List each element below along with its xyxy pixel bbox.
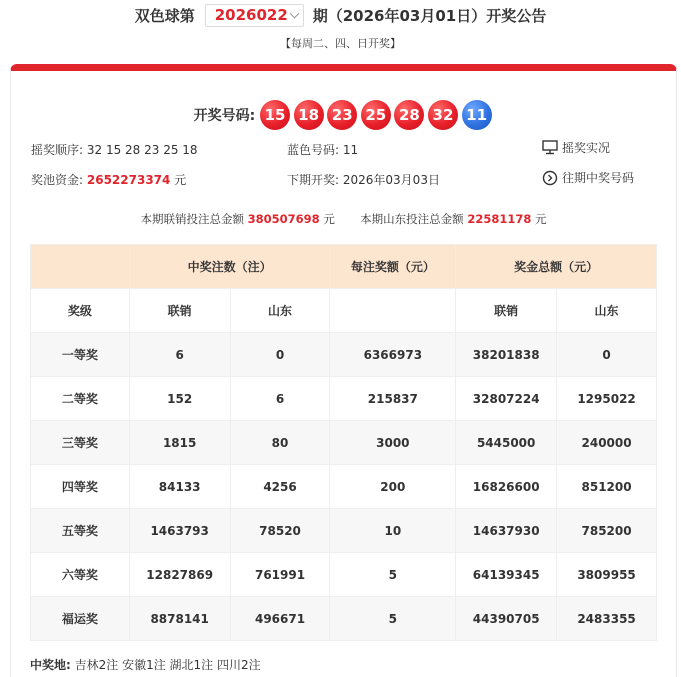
joint-total: 16826600 — [456, 465, 557, 509]
shandong-header: 山东 — [230, 289, 330, 333]
joint-count: 152 — [129, 377, 230, 421]
shandong-total: 851200 — [557, 465, 657, 509]
prize-pool — [31, 171, 186, 188]
results-panel — [10, 64, 677, 677]
per-bet-amount: 6366973 — [330, 333, 456, 377]
prize-level: 六等奖 — [31, 553, 130, 597]
joint-total: 5445000 — [456, 421, 557, 465]
issue-select[interactable] — [205, 4, 304, 27]
red-ball: 15 — [260, 100, 290, 130]
info-row-1 — [31, 141, 661, 159]
shandong-total: 0 — [557, 333, 657, 377]
table-row — [31, 597, 657, 641]
count-header: 中奖注数（注） — [129, 245, 330, 289]
live-draw-label: 摇奖实况 — [562, 141, 611, 155]
winning-numbers-label: 开奖号码: — [193, 108, 256, 124]
history-label: 往期中奖号码 — [562, 171, 635, 185]
prize-level: 福运奖 — [31, 597, 130, 641]
draw-order — [31, 141, 198, 158]
draw-order-value: 32 15 28 23 25 18 — [86, 143, 198, 157]
joint-count: 1463793 — [129, 509, 230, 553]
title-suffix: 期（2026年03月01日）开奖公告 — [312, 6, 547, 25]
blue-number-label: 蓝色号码: — [287, 143, 340, 157]
issue-value: 2026022 — [214, 6, 288, 24]
shandong-count: 496671 — [230, 597, 330, 641]
shandong-total: 3809955 — [557, 553, 657, 597]
shandong-total-value: 22581178 — [467, 212, 532, 226]
national-total-unit: 元 — [323, 212, 335, 226]
draw-schedule: 【每周二、四、日开奖】 — [280, 37, 401, 50]
history-link[interactable] — [542, 169, 634, 186]
table-group-header — [31, 245, 657, 289]
table-row — [31, 509, 657, 553]
total-header: 奖金总额（元） — [456, 245, 657, 289]
live-draw-link[interactable] — [542, 139, 610, 156]
shandong-total-unit: 元 — [534, 212, 547, 226]
shandong-count: 80 — [230, 421, 330, 465]
prize-level: 一等奖 — [31, 333, 130, 377]
prize-level: 三等奖 — [31, 421, 130, 465]
joint-count: 8878141 — [129, 597, 230, 641]
red-ball: 32 — [428, 100, 458, 130]
shandong-count: 6 — [230, 377, 330, 421]
next-draw-label: 下期开奖: — [287, 173, 340, 187]
joint-total: 32807224 — [456, 377, 557, 421]
shandong-count: 78520 — [230, 509, 330, 553]
title-prefix: 双色球第 — [134, 6, 195, 25]
arrow-right-circle-icon — [542, 170, 558, 186]
table-row — [31, 377, 657, 421]
per-bet-amount: 3000 — [330, 421, 456, 465]
monitor-icon — [542, 140, 558, 155]
winning-locations-value: 吉林2注 安徽1注 湖北1注 四川2注 — [74, 658, 261, 672]
betting-totals — [11, 211, 676, 227]
per-bet-amount: 215837 — [330, 377, 456, 421]
table-row — [31, 333, 657, 377]
red-ball: 18 — [294, 100, 324, 130]
joint-total: 38201838 — [456, 333, 557, 377]
shandong-total: 240000 — [557, 421, 657, 465]
prize-pool-label: 奖池资金: — [31, 173, 84, 187]
draw-order-label: 摇奖顺序: — [31, 143, 84, 157]
table-row — [31, 465, 657, 509]
joint-header: 联销 — [129, 289, 230, 333]
shandong-total: 1295022 — [557, 377, 657, 421]
joint-count: 6 — [129, 333, 230, 377]
winning-locations-label: 中奖地: — [30, 658, 71, 672]
red-ball: 25 — [361, 100, 391, 130]
info-row-2 — [31, 171, 661, 189]
blue-number-value: 11 — [342, 143, 359, 157]
next-draw-value: 2026年03月03日 — [342, 173, 440, 187]
per-bet-amount: 10 — [330, 509, 456, 553]
blue-number — [287, 141, 358, 158]
national-total-label: 本期联销投注总金额 — [140, 212, 245, 226]
per-bet-amount: 200 — [330, 465, 456, 509]
prize-level: 四等奖 — [31, 465, 130, 509]
shandong-total: 785200 — [557, 509, 657, 553]
red-ball: 23 — [327, 100, 357, 130]
prize-pool-unit: 元 — [174, 173, 187, 187]
blue-ball: 11 — [462, 100, 492, 130]
joint-total-header: 联销 — [456, 289, 557, 333]
joint-count: 12827869 — [129, 553, 230, 597]
next-draw — [287, 171, 440, 188]
winning-numbers — [11, 100, 676, 130]
prize-table — [30, 244, 657, 641]
table-row — [31, 421, 657, 465]
joint-total: 14637930 — [456, 509, 557, 553]
shandong-count: 761991 — [230, 553, 330, 597]
joint-total: 44390705 — [456, 597, 557, 641]
prize-pool-value: 2652273374 — [86, 173, 171, 187]
chevron-down-icon — [289, 8, 299, 18]
shandong-total: 2483355 — [557, 597, 657, 641]
shandong-total-label: 本期山东投注总金额 — [360, 212, 464, 226]
shandong-count: 0 — [230, 333, 330, 377]
national-total-value: 380507698 — [247, 212, 320, 226]
joint-total: 64139345 — [456, 553, 557, 597]
page-title — [0, 3, 681, 27]
red-ball: 28 — [394, 100, 424, 130]
per-bet-amount: 5 — [330, 553, 456, 597]
shandong-count: 4256 — [230, 465, 330, 509]
joint-count: 84133 — [129, 465, 230, 509]
prize-level: 二等奖 — [31, 377, 130, 421]
shandong-total-header: 山东 — [557, 289, 657, 333]
per-bet-header: 每注奖额（元） — [330, 245, 456, 289]
per-bet-amount: 5 — [330, 597, 456, 641]
table-row — [31, 553, 657, 597]
joint-count: 1815 — [129, 421, 230, 465]
winning-locations — [30, 656, 261, 673]
prize-level: 五等奖 — [31, 509, 130, 553]
level-header: 奖级 — [31, 289, 130, 333]
table-sub-header — [31, 289, 657, 333]
